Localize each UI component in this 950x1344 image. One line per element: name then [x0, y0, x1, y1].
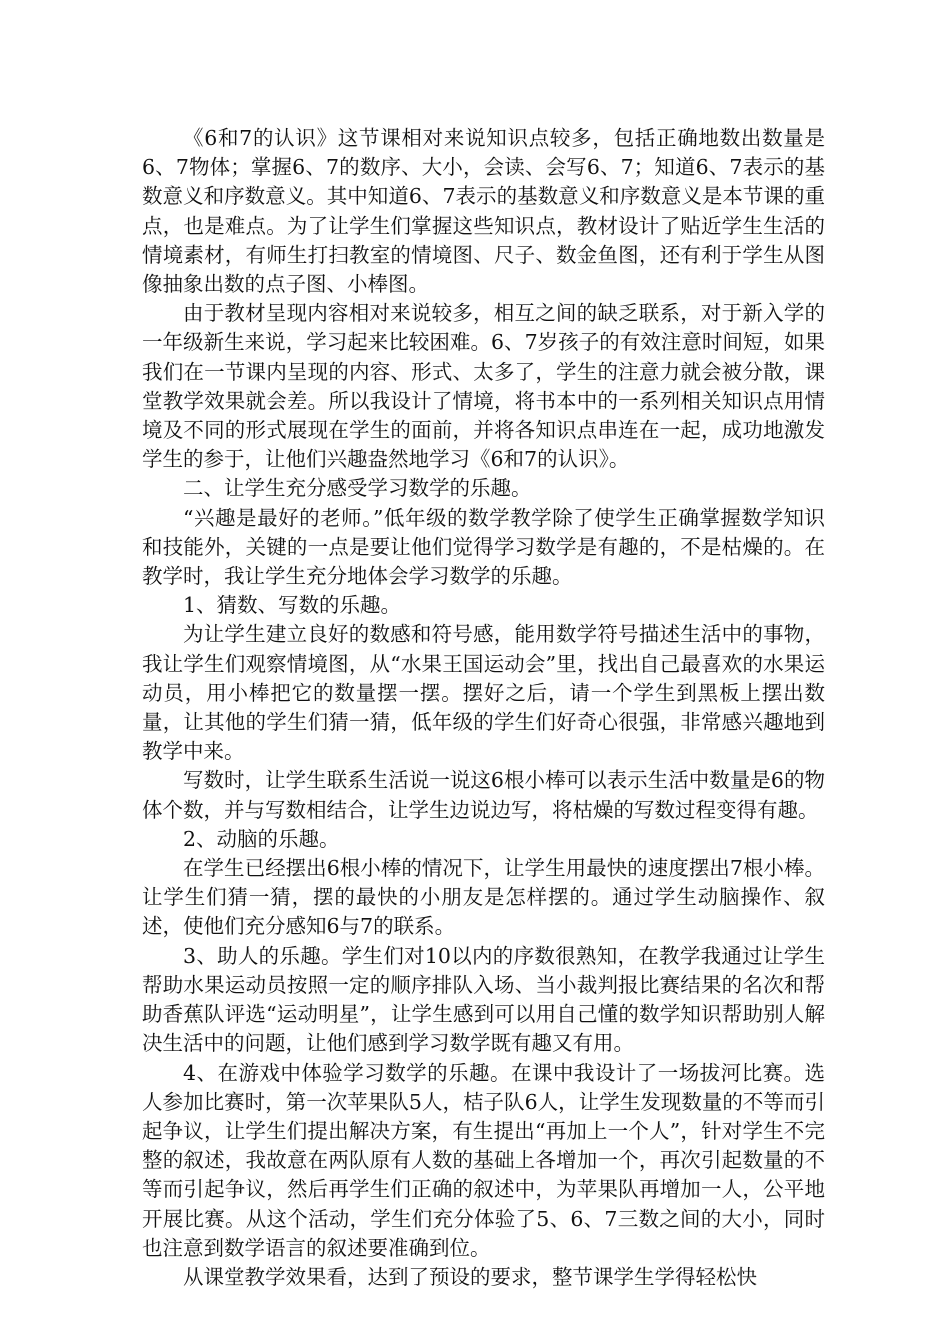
paragraph: 写数时，让学生联系生活说一说这6根小棒可以表示生活中数量是6的物体个数，并与写数相结合，让学生边说边写，将枯燥的写数过程变得有趣。	[142, 768, 825, 822]
paragraph: 为让学生建立良好的数感和符号感，能用数学符号描述生活中的事物，我让学生们观察情境图，从“水果王国运动会”里，找出自己最喜欢的水果运动员，用小棒把它的数量摆一摆。摆好之后，请一个学生到黑板上摆出数量，让其他的学生们猜一猜，低年级的学生们好奇心很强，非常感兴趣地到教学中来。	[142, 622, 825, 764]
section-heading: 二、让学生充分感受学习数学的乐趣。	[183, 476, 532, 501]
paragraph: 3、助人的乐趣。学生们对10以内的序数很熟知，在教学我通过让学生帮助水果运动员按照一定的顺序排队入场、当小裁判报比赛结果的名次和帮助香蕉队评选“运动明星”，让学生感到可以用自己懂的数学知识帮助别人解决生活中的问题，让他们感到学习数学既有趣又有用。	[142, 943, 825, 1056]
paragraph: 从课堂教学效果看，达到了预设的要求，整节课学生学得轻松快	[183, 1264, 757, 1289]
paragraph: 在学生已经摆出6根小棒的情况下，让学生用最快的速度摆出7根小棒。让学生们猜一猜，摆的最快的小朋友是怎样摆的。通过学生动脑操作、叙述，使他们充分感知6与7的联系。	[142, 856, 825, 939]
paragraph: 4、在游戏中体验学习数学的乐趣。在课中我设计了一场拔河比赛。选人参加比赛时，第一次苹果队5人，桔子队6人，让学生发现数量的不等而引起争议，让学生们提出解决方案，有生提出“再加上一个人”，针对学生不完整的叙述，我故意在两队原有人数的基础上各增加一个，再次引起数量的不等而引起争议，然后再学生们正确的叙述中，为苹果队再增加一人，公平地开展比赛。从这个活动，学生们充分体验了5、6、7三数之间的大小，同时也注意到数学语言的叙述要准确到位。	[142, 1060, 825, 1260]
paragraph: 由于教材呈现内容相对来说较多，相互之间的缺乏联系，对于新入学的一年级新生来说，学习起来比较困难。6、7岁孩子的有效注意时间短，如果我们在一节课内呈现的内容、形式、太多了，学生的注意力就会被分散，课堂教学效果就会差。所以我设计了情境，将书本中的一系列相关知识点用情境及不同的形式展现在学生的面前，并将各知识点串连在一起，成功地激发学生的参于，让他们兴趣盎然地学习《6和7的认识》。	[142, 301, 825, 472]
subsection-heading: 1、猜数、写数的乐趣。	[183, 593, 402, 618]
paragraph: 《6和7的认识》这节课相对来说知识点较多，包括正确地数出数量是6、7物体；掌握6、7的数序、大小，会读、会写6、7；知道6、7表示的基数意义和序数意义。其中知道6、7表示的基数意义和序数意义是本节课的重点，也是难点。为了让学生们掌握这些知识点，教材设计了贴近学生生活的情境素材，有师生打扫教室的情境图、尺子、数金鱼图，还有利于学生从图像抽象出数的点子图、小棒图。	[142, 126, 825, 297]
document-body	[142, 124, 825, 1292]
subsection-heading: 2、动脑的乐趣。	[183, 826, 340, 851]
paragraph: “兴趣是最好的老师。”低年级的数学教学除了使学生正确掌握数学知识和技能外，关键的一点是要让他们觉得学习数学是有趣的，不是枯燥的。在教学时，我让学生充分地体会学习数学的乐趣。	[142, 505, 825, 589]
